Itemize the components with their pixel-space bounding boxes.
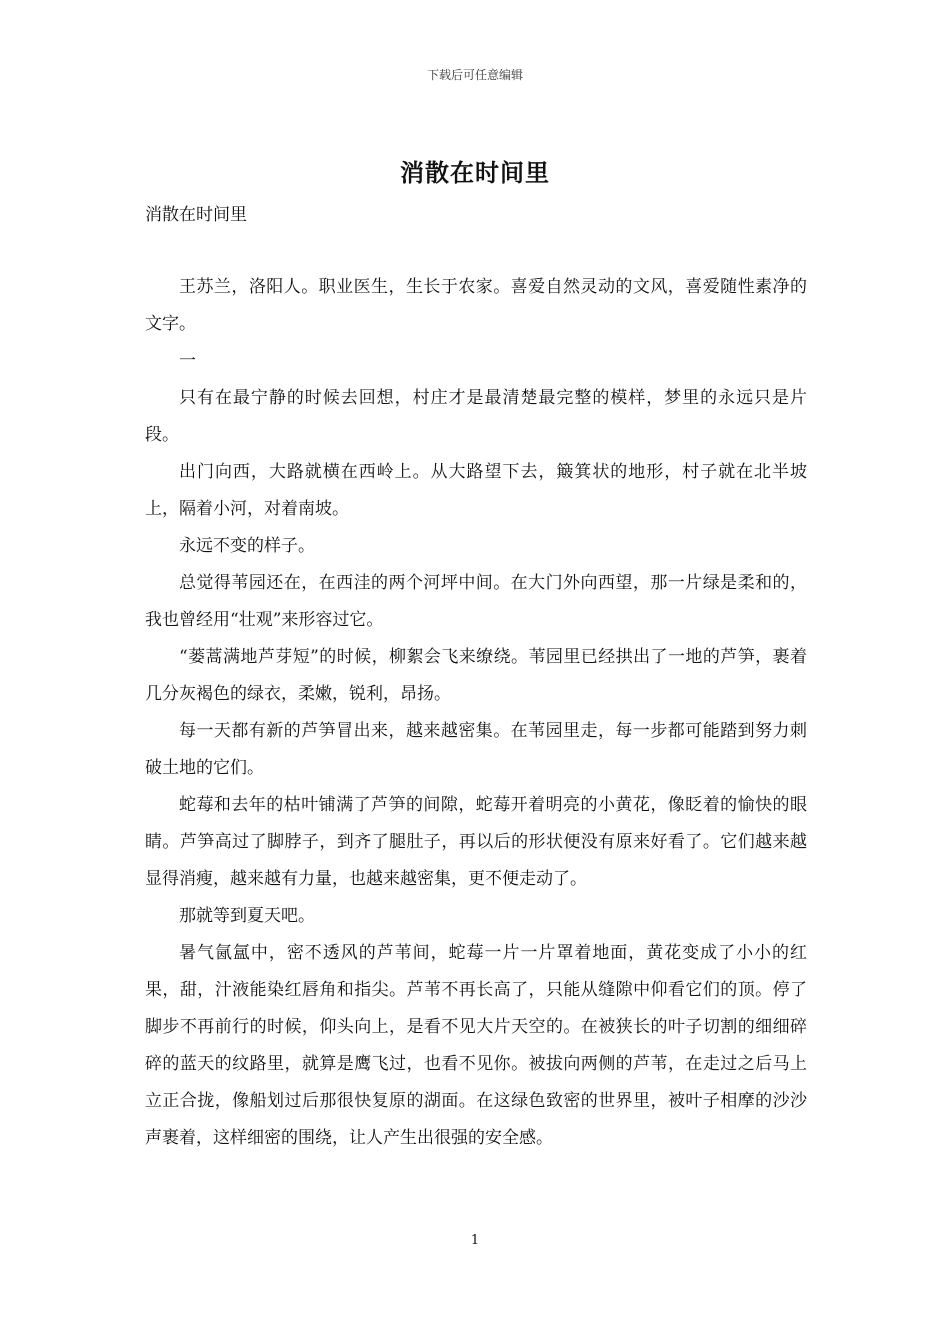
- page-header-note: 下载后可任意编辑: [426, 68, 523, 82]
- paragraph: “蒌蒿满地芦芽短”的时候，柳絮会飞来缭绕。苇园里已经拱出了一地的芦笋，裹着几分灰褐色的绿衣，柔嫩，锐利，昂扬。: [145, 647, 807, 704]
- paragraph: 蛇莓和去年的枯叶铺满了芦笋的间隙，蛇莓开着明亮的小黄花，像眨着的愉快的眼睛。芦笋高过了脚脖子，到齐了腿肚子，再以后的形状便没有原来好看了。它们越来越显得消瘦，越来越有力量，也越来越密集，更不便走动了。: [145, 795, 807, 889]
- paragraph: 只有在最宁静的时候去回想，村庄才是最清楚最完整的模样，梦里的永远只是片段。: [145, 388, 807, 445]
- paragraph: 出门向西，大路就横在西岭上。从大路望下去，簸箕状的地形，村子就在北半坡上，隔着小河，对着南坡。: [145, 462, 807, 519]
- paragraph: 暑气氤氲中，密不透风的芦苇间，蛇莓一片一片罩着地面，黄花变成了小小的红果，甜，汁液能染红唇角和指尖。芦苇不再长高了，只能从缝隙中仰看它们的顶。停了脚步不再前行的时候，仰头向上，是看不见大片天空的。在被狭长的叶子切割的细细碎碎的蓝天的纹路里，就算是鹰飞过，也看不见你。被拔向两侧的芦苇，在走过之后马上立正合拢，像船划过后那很快复原的湖面。在这绿色致密的世界里，被叶子相摩的沙沙声裹着，这样细密的围绕，让人产生出很强的安全感。: [145, 943, 807, 1148]
- page-number: 1: [470, 1233, 480, 1248]
- document-title: 消散在时间里: [400, 158, 550, 187]
- paragraph: 王苏兰，洛阳人。职业医生，生长于农家。喜爱自然灵动的文风，喜爱随性素净的文字。: [145, 277, 807, 334]
- paragraph: 每一天都有新的芦笋冒出来，越来越密集。在苇园里走，每一步都可能踏到努力刺破土地的它们。: [145, 721, 807, 778]
- paragraph: 永远不变的样子。: [179, 536, 315, 556]
- paragraph: 一: [179, 351, 196, 371]
- paragraph: 那就等到夏天吧。: [179, 906, 315, 926]
- paragraph: 总觉得苇园还在，在西洼的两个河坪中间。在大门外向西望，那一片绿是柔和的，我也曾经用“壮观”来形容过它。: [145, 573, 807, 630]
- document-body: [145, 269, 807, 1157]
- document-subtitle: 消散在时间里: [145, 205, 247, 225]
